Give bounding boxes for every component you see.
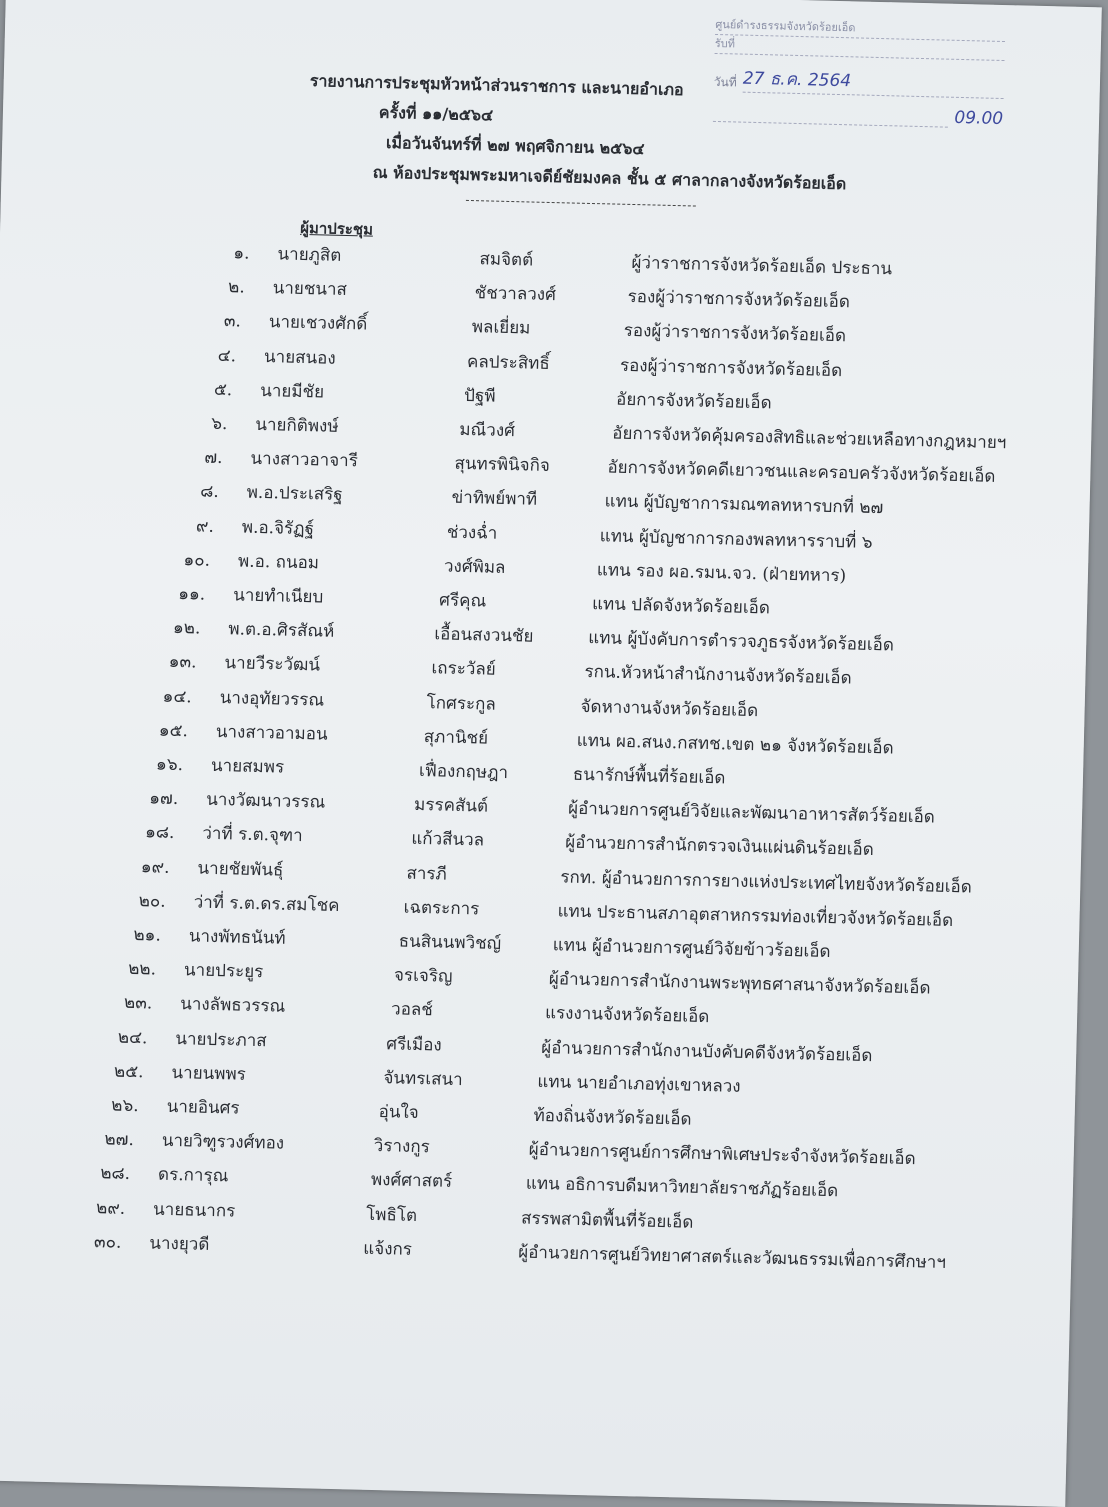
attendee-number: ๒๓.: [123, 993, 153, 1014]
attendee-position: ผู้อำนวยการศูนย์วิจัยและพัฒนาอาหารสัตว์ร้อยเอ็ด: [567, 798, 936, 828]
attendee-surname: พลเยี่ยม: [471, 317, 531, 339]
header-divider: [466, 200, 696, 207]
attendee-name: นายธนากร: [152, 1199, 236, 1222]
attendee-surname: สุนทรพินิจกิจ: [454, 453, 551, 477]
attendee-name: นางพัทธนันท์: [188, 926, 286, 949]
attendee-position: ผู้อำนวยการศูนย์วิทยาศาสตร์และวัฒนธรรมเพื่อการศึกษาฯ: [518, 1242, 947, 1273]
attendee-name: ดร.การุณ: [157, 1165, 229, 1187]
attendee-name: นางอุทัยวรรณ: [219, 687, 325, 711]
attendee-surname: โพธิโต: [365, 1204, 418, 1226]
attendee-number: ๒๑.: [133, 925, 162, 946]
attendee-name: นายนพพร: [171, 1062, 247, 1085]
attendee-name: นางลัพธวรรณ: [179, 994, 286, 1018]
attendee-name: นายวีระวัฒน์: [224, 653, 321, 676]
attendee-position: แทน ผู้บัญชาการกองพลทหารราบที่ ๖: [599, 525, 873, 553]
attendee-surname: จรเจริญ: [393, 965, 453, 987]
attendee-position: แทน ผอ.สนง.กสทช.เขต ๒๑ จังหวัดร้อยเอ็ด: [576, 730, 894, 759]
attendee-number: ๒๕.: [113, 1061, 144, 1083]
attendee-number: ๑๑.: [177, 584, 206, 605]
attendee-position: ผู้อำนวยการศูนย์การศึกษาพิเศษประจำจังหวัดร้อยเอ็ด: [528, 1139, 916, 1170]
attendee-name: นางยุวดี: [149, 1233, 210, 1255]
stamp-time-value: 09.00: [954, 107, 1004, 130]
attendee-surname: เฉตระการ: [403, 897, 480, 920]
attendee-surname: สุภานิชย์: [423, 726, 489, 749]
attendee-number: ๑๓.: [168, 652, 197, 673]
attendee-number: ๒๒.: [127, 959, 157, 980]
attendee-name: ว่าที่ ร.ต.ดร.สมโชค: [193, 892, 340, 916]
attendee-position: จัดหางานจังหวัดร้อยเอ็ด: [580, 696, 759, 721]
attendee-position: แทน ผู้บัญชาการมณฑลทหารบกที่ ๒๗: [604, 491, 884, 519]
attendee-position: ผู้ว่าราชการจังหวัดร้อยเอ็ด ประธาน: [631, 252, 893, 280]
attendee-number: ๒๖.: [111, 1095, 139, 1117]
attendee-position: แทน ผู้บังคับการตำรวจภูธรจังหวัดร้อยเอ็ด: [588, 628, 895, 656]
meeting-venue: ณ ห้องประชุมพระมหาเจดีย์ชัยมงคล ชั้น ๕ ศาลากลางจังหวัดร้อยเอ็ด: [372, 162, 847, 194]
stamp-date-label: วันที่: [713, 74, 737, 90]
document-header: [1, 59, 1100, 217]
attendee-number: ๑๙.: [140, 856, 170, 878]
attendee-number: ๑.: [233, 243, 250, 264]
attendee-name: พ.ต.อ.ศิรสัณห์: [228, 619, 335, 643]
attendee-position: อัยการจังหวัดคุ้มครองสิทธิและช่วยเหลือทางกฎหมายฯ: [612, 423, 1007, 454]
attendee-number: ๑๒.: [172, 618, 201, 639]
attendee-name: นายวิฑูรวงศ์ทอง: [161, 1130, 285, 1154]
attendee-surname: สารภี: [406, 863, 447, 885]
attendee-number: ๘.: [199, 481, 219, 503]
meeting-date: เมื่อวันจันทร์ที่ ๒๗ พฤศจิกายน ๒๕๖๔: [385, 132, 645, 159]
attendee-list: [0, 231, 1096, 1273]
attendees-heading: ผู้มาประชุม: [299, 218, 374, 239]
attendee-number: ๔.: [217, 345, 237, 366]
attendee-number: ๓.: [223, 311, 242, 332]
attendee-number: ๑๔.: [162, 686, 192, 707]
attendee-surname: โกศระกูล: [426, 692, 497, 715]
attendee-surname: ข่าทิพย์พาที: [451, 488, 538, 511]
attendee-name: นางวัฒนาวรรณ: [205, 789, 326, 813]
attendee-surname: วอลช์: [390, 999, 434, 1021]
attendee-name: ว่าที่ ร.ต.จุฑา: [202, 824, 303, 847]
attendee-name: นางสาวอามอน: [215, 721, 328, 745]
attendee-name: นายมีชัย: [259, 380, 325, 403]
attendee-surname: แจ้งกร: [363, 1238, 413, 1260]
attendee-position: อัยการจังหวัดร้อยเอ็ด: [615, 389, 772, 414]
attendee-surname: ชัชวาลวงศ์: [474, 283, 557, 306]
attendee-number: ๑๕.: [158, 720, 189, 742]
attendee-number: ๑๗.: [148, 788, 179, 810]
attendee-surname: แก้วสีนวล: [411, 829, 485, 851]
attendee-number: ๓๐.: [93, 1231, 122, 1253]
attendee-name: นายกิติพงษ์: [255, 414, 339, 437]
attendee-number: ๕.: [213, 379, 233, 401]
attendee-name: นายสมพร: [210, 755, 285, 778]
meeting-title: รายงานการประชุมหัวหน้าส่วนราชการ และนายอำเภอ: [309, 71, 684, 100]
attendee-position: แทน รอง ผอ.รมน.จว. (ฝ่ายทหาร): [596, 560, 847, 587]
attendee-position: ธนารักษ์พื้นที่ร้อยเอ็ด: [572, 764, 726, 789]
attendee-surname: วิรางกูร: [373, 1136, 430, 1158]
attendee-name: นายเชวงศักดิ์: [268, 312, 368, 335]
attendee-name: นายชัยพันธุ์: [197, 858, 284, 881]
attendee-surname: ปัฐพี: [463, 385, 496, 407]
attendee-surname: เอื้อนสงวนชัย: [434, 624, 534, 647]
attendee-position: แรงงานจังหวัดร้อยเอ็ด: [544, 1003, 710, 1028]
attendee-position: ผู้อำนวยการสำนักงานบังคับคดีจังหวัดร้อยเอ็ด: [541, 1037, 873, 1066]
attendee-surname: ช่วงฉ่ำ: [446, 522, 498, 544]
attendee-position: ท้องถิ่นจังหวัดร้อยเอ็ด: [533, 1105, 692, 1130]
attendee-name: พ.อ.ประเสริฐ: [246, 483, 343, 506]
attendee-surname: มรรคสันต์: [413, 795, 489, 817]
attendee-number: ๑๘.: [144, 822, 175, 844]
attendee-surname: สมจิตต์: [479, 249, 534, 271]
attendee-position: แทน ปลัดจังหวัดร้อยเอ็ด: [591, 594, 771, 619]
attendee-number: ๒๐.: [138, 890, 166, 912]
stamp-office: ศูนย์ดำรงธรรมจังหวัดร้อยเอ็ด: [715, 16, 1005, 42]
attendee-number: ๒๗.: [104, 1129, 135, 1151]
attendee-position: สรรพสามิตพื้นที่ร้อยเอ็ด: [520, 1208, 694, 1233]
attendee-position: แทน อธิการบดีมหาวิทยาลัยราชภัฏร้อยเอ็ด: [525, 1174, 839, 1202]
attendee-position: รองผู้ว่าราชการจังหวัดร้อยเอ็ด: [619, 355, 843, 381]
attendee-name: นายประภาส: [175, 1028, 267, 1051]
attendee-surname: ธนสินนพวิชญ์: [398, 931, 502, 954]
attendee-position: รกน.หัวหน้าสำนักงานจังหวัดร้อยเอ็ด: [584, 662, 852, 689]
attendee-position: แทน นายอำเภอทุ่งเขาหลวง: [537, 1071, 741, 1097]
attendee-number: ๒.: [227, 277, 245, 298]
attendee-surname: เถระวัลย์: [431, 658, 497, 681]
attendee-name: นายอินศร: [166, 1096, 240, 1119]
attendee-surname: พงศ์ศาสตร์: [370, 1170, 453, 1193]
attendee-surname: ศรีเมือง: [386, 1033, 442, 1056]
stamp-date-value: 27 ธ.ค. 2564: [743, 65, 1005, 99]
attendee-surname: จันทรเสนา: [383, 1067, 463, 1090]
attendee-surname: อุ่นใจ: [378, 1102, 419, 1124]
meeting-session: ครั้งที่ ๑๑/๒๕๖๔: [378, 102, 494, 125]
attendee-surname: คลประสิทธิ์: [466, 351, 551, 374]
attendee-number: ๗.: [204, 447, 223, 469]
attendee-number: ๑๖.: [155, 754, 184, 776]
attendee-position: รองผู้ว่าราชการจังหวัดร้อยเอ็ด: [623, 321, 847, 347]
attendee-number: ๒๘.: [100, 1163, 131, 1185]
attendee-name: นายทำเนียบ: [232, 585, 324, 608]
attendee-number: ๑๐.: [183, 549, 211, 571]
attendee-surname: วงศ์พิมล: [443, 556, 506, 578]
attendee-number: ๙.: [195, 516, 215, 537]
attendee-position: แทน ประธานสภาอุตสาหกรรมท่องเที่ยวจังหวัดร้อยเอ็ด: [557, 901, 954, 931]
attendee-number: ๖.: [210, 413, 228, 435]
attendee-position: รกท. ผู้อำนวยการการยางแห่งประเทศไทยจังหวัดร้อยเอ็ด: [560, 867, 973, 898]
attendee-position: อัยการจังหวัดคดีเยาวชนและครอบครัวจังหวัดร้อยเอ็ด: [607, 457, 996, 488]
attendee-position: ผู้อำนวยการสำนักงานพระพุทธศาสนาจังหวัดร้อยเอ็ด: [548, 969, 931, 999]
attendee-surname: ศรีคุณ: [438, 590, 487, 612]
attendee-name: นายประยูร: [183, 960, 264, 983]
stamp-receive-label: รับที่: [715, 35, 1005, 61]
attendee-position: แทน ผู้อำนวยการศูนย์วิจัยข้าวร้อยเอ็ด: [552, 935, 831, 963]
attendee-name: นายสนอง: [263, 346, 336, 369]
attendee-name: นางสาวอาจารี: [250, 448, 359, 472]
attendee-surname: มณีวงศ์: [459, 419, 516, 442]
attendee-number: ๒๙.: [95, 1197, 126, 1219]
attendee-number: ๒๔.: [117, 1027, 148, 1048]
attendee-name: พ.อ.จิรัฏฐ์: [241, 517, 315, 539]
attendee-name: พ.อ. ถนอม: [237, 551, 320, 574]
attendee-position: รองผู้ว่าราชการจังหวัดร้อยเอ็ด: [627, 287, 851, 313]
attendee-name: นายชนาส: [272, 278, 348, 301]
attendee-position: ผู้อำนวยการสำนักตรวจเงินแผ่นดินร้อยเอ็ด: [565, 832, 875, 861]
attendee-surname: เฟื่องกฤษฎา: [418, 760, 509, 784]
attendee-name: นายภูสิต: [277, 244, 342, 266]
